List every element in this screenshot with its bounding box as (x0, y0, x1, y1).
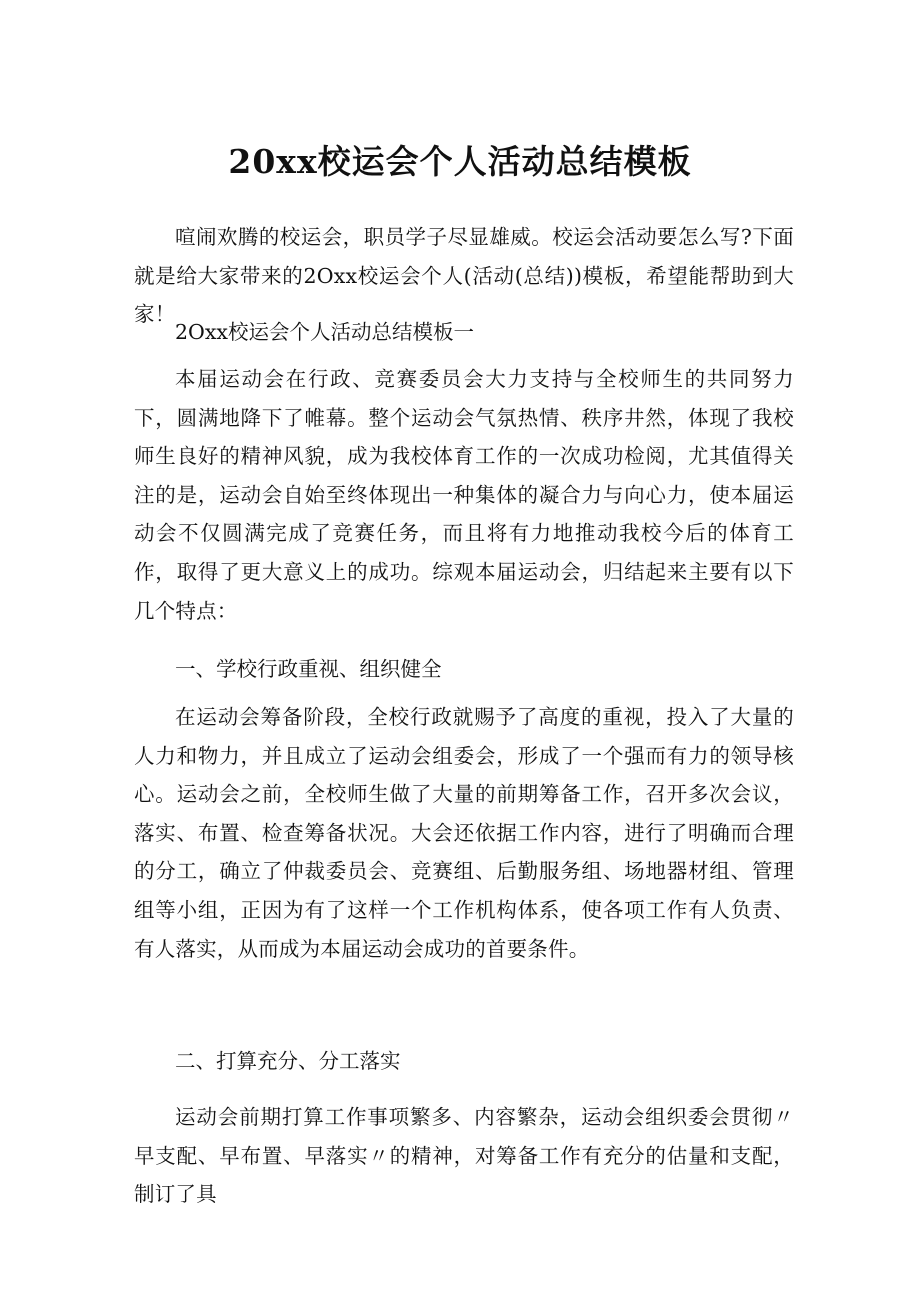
paragraph-2: 在运动会筹备阶段，全校行政就赐予了高度的重视，投入了大量的人力和物力，并且成立了运动会组委会，形成了一个强而有力的领导核心。运动会之前，全校师生做了大量的前期筹备工作，召开多次会议，落实、布置、检查筹备状况。大会还依据工作内容，进行了明确而合理的分工，确立了仲裁委员会、竞赛组、后勤服务组、场地器材组、管理组等小组，正因为有了这样一个工作机构体系，使各项工作有人负责、有人落实，从而成为本届运动会成功的首要条件。 (134, 705, 794, 961)
paragraph-3: 运动会前期打算工作事项繁多、内容繁杂，运动会组织委会贯彻〃早支配、早布置、早落实〃的精神，对筹备工作有充分的估量和支配，制订了具 (134, 1105, 794, 1207)
section-heading-2: 二、打算充分、分工落实 (175, 1049, 401, 1073)
paragraph-1: 本届运动会在行政、竞赛委员会大力支持与全校师生的共同努力下，圆满地降下了帷幕。整个运动会气氛热情、秩序井然，体现了我校师生良好的精神风貌，成为我校体育工作的一次成功检阅，尤其值得关注的是，运动会自始至终体现出一种集体的凝合力与向心力，使本届运动会不仅圆满完成了竞赛任务，而且将有力地推动我校今后的体育工作，取得了更大意义上的成功。综观本届运动会，归结起来主要有以下几个特点： (134, 367, 794, 623)
section-heading-1: 一、学校行政重视、组织健全 (175, 657, 442, 681)
document-title: 20xx校运会个人活动总结模板 (228, 142, 692, 181)
subtitle: 2Oxx校运会个人活动总结模板一 (175, 320, 474, 344)
intro-paragraph: 喧闹欢腾的校运会，职员学子尽显雄威。校运会活动要怎么写?下面就是给大家带来的2Oxx校运会个人(活动(总结))模板，希望能帮助到大家！ (134, 225, 794, 327)
